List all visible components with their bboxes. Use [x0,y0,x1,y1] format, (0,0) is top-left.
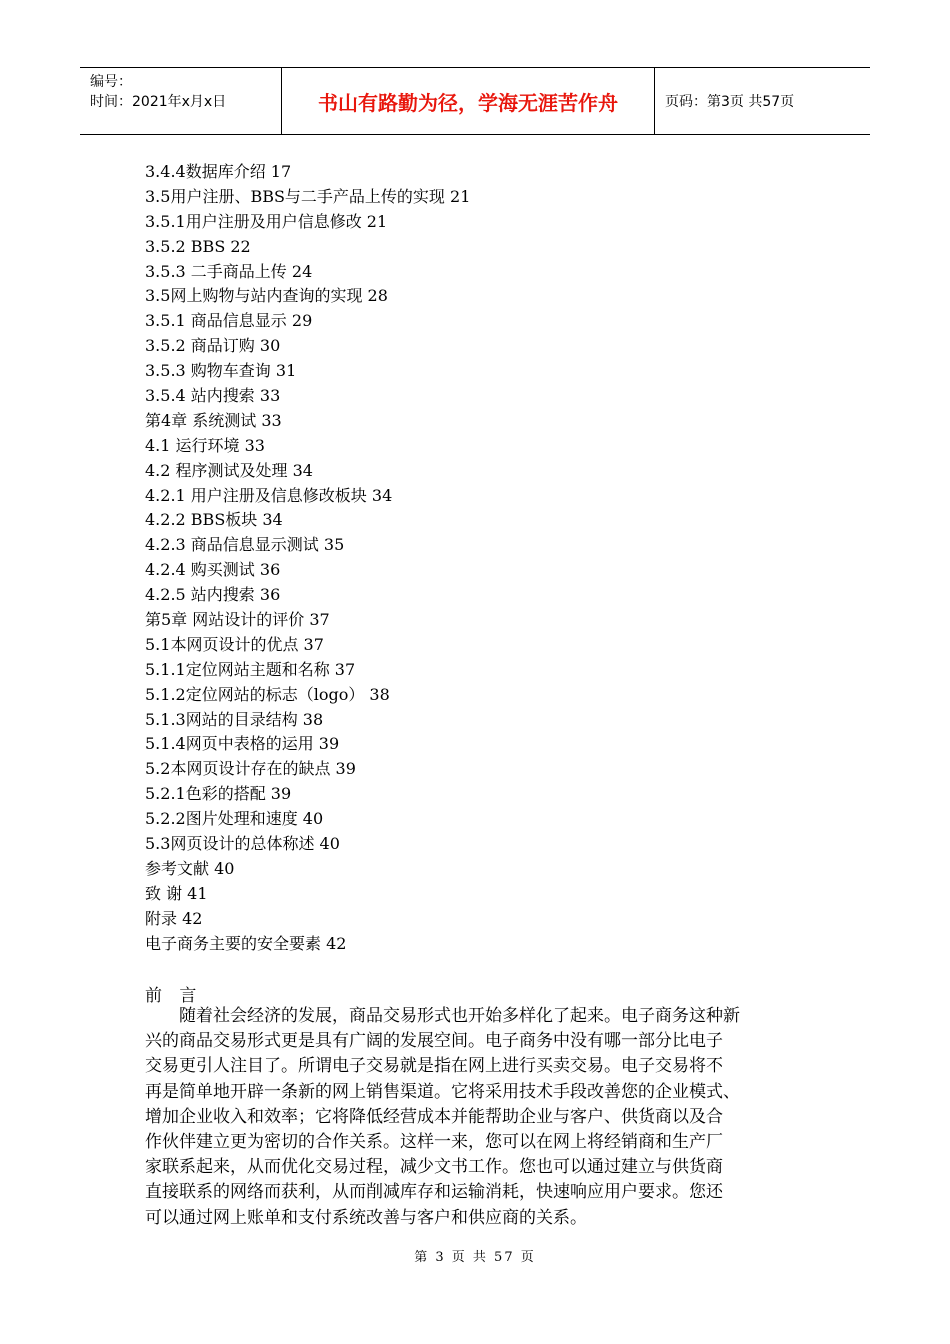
preface-heading: 前 言 [145,986,203,1006]
toc-entry: 3.4.4数据库介绍 17 [145,162,292,181]
header-meta-cell [80,68,282,134]
header-page-info: 页码：第3页 共57页 [665,94,795,110]
toc-entry: 5.3网页设计的总体称述 40 [145,834,340,854]
toc-entry: 4.2.1 用户注册及信息修改板块 34 [145,485,393,505]
preface-line: 直接联系的网络而获利，从而削减库存和运输消耗，快速响应用户要求。您还 [145,1182,723,1203]
preface-line: 家联系起来，从而优化交易过程，减少文书工作。您也可以通过建立与供货商 [145,1157,723,1178]
toc-entry: 5.1.4网页中表格的运用 39 [145,734,340,754]
toc-entry: 电子商务主要的安全要素 42 [145,933,347,953]
toc-entry: 致 谢 41 [145,883,208,903]
toc-entry: 3.5网上购物与站内查询的实现 28 [145,286,388,306]
toc-entry: 4.2 程序测试及处理 34 [145,460,313,480]
toc-entry: 第4章 系统测试 33 [145,410,282,430]
preface-body [145,1004,805,1231]
toc-entry: 3.5.3 购物车查询 31 [145,361,297,381]
toc-entry: 3.5.1 商品信息显示 29 [145,311,313,331]
preface-line: 再是简单地开辟一条新的网上销售渠道。它将采用技术手段改善您的企业模式、 [145,1081,740,1102]
preface-line: 增加企业收入和效率；它将降低经营成本并能帮助企业与客户、供货商以及合 [145,1106,723,1127]
toc-entry: 4.2.2 BBS板块 34 [145,510,283,530]
toc-entry: 4.1 运行环境 33 [145,435,265,455]
preface-line: 随着社会经济的发展，商品交易形式也开始多样化了起来。电子商务这种新 [179,1006,740,1026]
toc-entry: 第5章 网站设计的评价 37 [145,610,330,630]
preface-line: 作伙伴建立更为密切的合作关系。这样一来，您可以在网上将经销商和生产厂 [145,1132,723,1153]
table-of-contents [145,160,805,957]
page-footer: 第 3 页 共 57 页 [414,1250,536,1265]
toc-entry: 4.2.4 购买测试 36 [145,560,281,580]
toc-entry: 4.2.5 站内搜索 36 [145,585,281,605]
toc-entry: 5.2.2图片处理和速度 40 [145,809,324,829]
toc-entry: 3.5.2 商品订购 30 [145,336,281,356]
toc-entry: 5.2.1色彩的搭配 39 [145,784,292,804]
toc-entry: 参考文献 40 [145,858,235,878]
document-number-label: 编号： [90,74,132,90]
preface-line: 兴的商品交易形式更是具有广阔的发展空间。电子商务中没有哪一部分比电子 [145,1031,723,1052]
toc-entry: 3.5.2 BBS 22 [145,236,251,256]
toc-entry: 5.2本网页设计存在的缺点 39 [145,759,356,779]
header-motto: 书山有路勤为径，学海无涯苦作舟 [282,68,655,134]
toc-entry: 5.1.3网站的目录结构 38 [145,709,324,729]
toc-entry: 3.5用户注册、BBS与二手产品上传的实现 21 [145,186,471,206]
preface-line: 可以通过网上账单和支付系统改善与客户和供应商的关系。 [145,1207,587,1228]
page-header [80,67,870,135]
toc-entry: 3.5.4 站内搜索 33 [145,386,281,406]
toc-entry: 5.1.1定位网站主题和名称 37 [145,659,356,679]
toc-entry: 5.1本网页设计的优点 37 [145,634,324,654]
toc-entry: 5.1.2定位网站的标志（logo） 38 [145,684,390,704]
toc-entry: 3.5.1用户注册及用户信息修改 21 [145,211,388,231]
document-date-label: 时间：2021年x月x日 [90,94,227,110]
toc-entry: 附录 42 [145,908,203,928]
toc-entry: 3.5.3 二手商品上传 24 [145,261,313,281]
toc-entry: 4.2.3 商品信息显示测试 35 [145,535,345,555]
preface-line: 交易更引人注目了。所谓电子交易就是指在网上进行买卖交易。电子交易将不 [145,1056,723,1077]
